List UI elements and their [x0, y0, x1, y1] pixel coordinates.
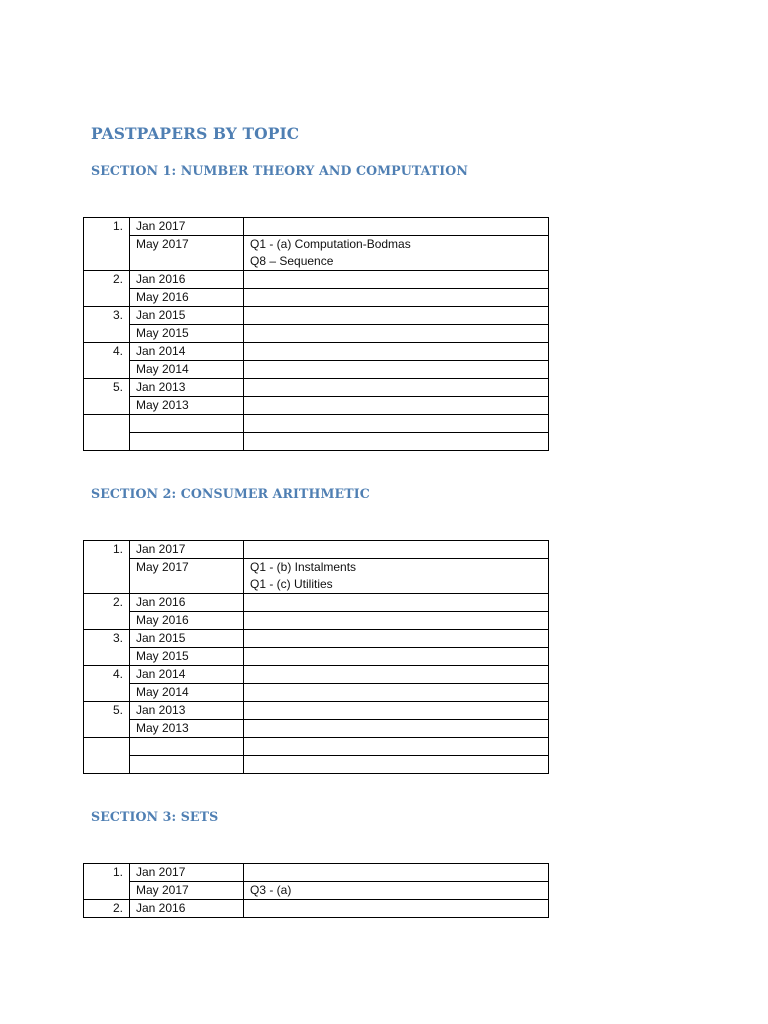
paper-date-cell: Jan 2017 — [130, 541, 244, 559]
paper-date-cell: Jan 2014 — [130, 666, 244, 684]
paper-date-cell: May 2017 — [130, 882, 244, 900]
questions-cell — [244, 289, 549, 307]
question-reference: Q1 - (a) Computation-Bodmas — [250, 237, 411, 251]
table-row — [84, 433, 549, 451]
paper-date-cell: May 2013 — [130, 397, 244, 415]
paper-number-cell: 1. — [84, 541, 130, 594]
questions-cell — [244, 594, 549, 612]
paper-number-cell: 3. — [84, 630, 130, 666]
table-row — [84, 666, 549, 684]
empty-line — [250, 289, 548, 306]
paper-date-cell: May 2017 — [130, 236, 244, 271]
empty-line — [250, 343, 548, 360]
paper-date-cell: May 2015 — [130, 648, 244, 666]
table-row — [84, 343, 549, 361]
table-row — [84, 325, 549, 343]
table-row — [84, 900, 549, 918]
table-row — [84, 720, 549, 738]
paper-date-cell: Jan 2014 — [130, 343, 244, 361]
questions-cell — [244, 559, 549, 594]
table-row — [84, 379, 549, 397]
paper-date-cell: May 2017 — [130, 559, 244, 594]
table-row — [84, 559, 549, 594]
table-row — [84, 864, 549, 882]
paper-number-cell: 2. — [84, 900, 130, 918]
table-row — [84, 702, 549, 720]
paper-number-cell: 2. — [84, 271, 130, 307]
questions-cell — [244, 702, 549, 720]
paper-date-cell: May 2014 — [130, 361, 244, 379]
question-reference: Q1 - (c) Utilities — [250, 577, 333, 591]
questions-cell — [244, 361, 549, 379]
empty-line — [250, 541, 548, 558]
questions-cell — [244, 415, 549, 433]
empty-line — [250, 630, 548, 647]
paper-date-cell: May 2015 — [130, 325, 244, 343]
paper-date-cell — [130, 756, 244, 774]
questions-cell — [244, 900, 549, 918]
questions-cell — [244, 720, 549, 738]
paper-date-cell: May 2016 — [130, 612, 244, 630]
questions-cell — [244, 630, 549, 648]
paper-date-cell: Jan 2016 — [130, 594, 244, 612]
table-row — [84, 236, 549, 271]
paper-date-cell: Jan 2017 — [130, 864, 244, 882]
table-row — [84, 612, 549, 630]
paper-date-cell: Jan 2016 — [130, 271, 244, 289]
table-row — [84, 684, 549, 702]
questions-cell — [244, 756, 549, 774]
paper-date-cell — [130, 415, 244, 433]
question-reference: Q3 - (a) — [250, 883, 292, 897]
empty-line — [250, 612, 548, 629]
section-3-table — [83, 863, 549, 918]
section-3-heading: SECTION 3: SETS — [91, 809, 219, 824]
paper-number-cell: 2. — [84, 594, 130, 630]
table-row — [84, 271, 549, 289]
questions-cell — [244, 397, 549, 415]
questions-cell — [244, 379, 549, 397]
empty-line — [250, 218, 548, 235]
paper-number-cell: 5. — [84, 379, 130, 415]
paper-number-cell: 1. — [84, 218, 130, 271]
empty-line — [250, 433, 548, 450]
questions-cell — [244, 433, 549, 451]
table-row — [84, 415, 549, 433]
paper-number-cell: 4. — [84, 666, 130, 702]
questions-cell — [244, 684, 549, 702]
paper-number-cell: 5. — [84, 702, 130, 738]
empty-line — [250, 415, 548, 432]
questions-cell — [244, 738, 549, 756]
paper-number-cell — [84, 738, 130, 774]
empty-line — [250, 666, 548, 683]
paper-date-cell — [130, 433, 244, 451]
paper-number-cell: 4. — [84, 343, 130, 379]
paper-number-cell: 1. — [84, 864, 130, 900]
questions-cell — [244, 307, 549, 325]
paper-date-cell — [130, 738, 244, 756]
table-row — [84, 882, 549, 900]
questions-cell — [244, 612, 549, 630]
empty-line — [250, 397, 548, 414]
table-row — [84, 541, 549, 559]
paper-date-cell: Jan 2016 — [130, 900, 244, 918]
empty-line — [250, 684, 548, 701]
questions-cell — [244, 236, 549, 271]
questions-cell — [244, 864, 549, 882]
questions-cell — [244, 218, 549, 236]
paper-date-cell: Jan 2017 — [130, 218, 244, 236]
questions-cell — [244, 343, 549, 361]
empty-line — [250, 648, 548, 665]
table-row — [84, 738, 549, 756]
empty-line — [250, 720, 548, 737]
paper-date-cell: Jan 2013 — [130, 379, 244, 397]
questions-cell — [244, 648, 549, 666]
section-1-table — [83, 217, 549, 451]
table-row — [84, 756, 549, 774]
empty-line — [250, 738, 548, 755]
table-row — [84, 361, 549, 379]
table-row — [84, 630, 549, 648]
table-row — [84, 218, 549, 236]
empty-line — [250, 756, 548, 773]
question-reference: Q1 - (b) Instalments — [250, 560, 357, 574]
empty-line — [250, 307, 548, 324]
empty-line — [250, 594, 548, 611]
paper-date-cell: May 2016 — [130, 289, 244, 307]
paper-date-cell: May 2014 — [130, 684, 244, 702]
questions-cell — [244, 882, 549, 900]
page-title: PASTPAPERS BY TOPIC — [91, 124, 300, 143]
section-2-heading: SECTION 2: CONSUMER ARITHMETIC — [91, 486, 370, 501]
table-row — [84, 397, 549, 415]
paper-date-cell: May 2013 — [130, 720, 244, 738]
questions-cell — [244, 325, 549, 343]
empty-line — [250, 271, 548, 288]
empty-line — [250, 900, 548, 917]
questions-cell — [244, 666, 549, 684]
questions-cell — [244, 541, 549, 559]
empty-line — [250, 702, 548, 719]
empty-line — [250, 361, 548, 378]
empty-line — [250, 864, 548, 881]
table-row — [84, 594, 549, 612]
empty-line — [250, 325, 548, 342]
paper-number-cell — [84, 415, 130, 451]
paper-number-cell: 3. — [84, 307, 130, 343]
paper-date-cell: Jan 2015 — [130, 307, 244, 325]
empty-line — [250, 379, 548, 396]
table-row — [84, 307, 549, 325]
section-1-heading: SECTION 1: NUMBER THEORY AND COMPUTATION — [91, 163, 468, 178]
paper-date-cell: Jan 2013 — [130, 702, 244, 720]
section-2-table — [83, 540, 549, 774]
table-row — [84, 648, 549, 666]
table-row — [84, 289, 549, 307]
questions-cell — [244, 271, 549, 289]
paper-date-cell: Jan 2015 — [130, 630, 244, 648]
question-reference: Q8 – Sequence — [250, 254, 334, 268]
